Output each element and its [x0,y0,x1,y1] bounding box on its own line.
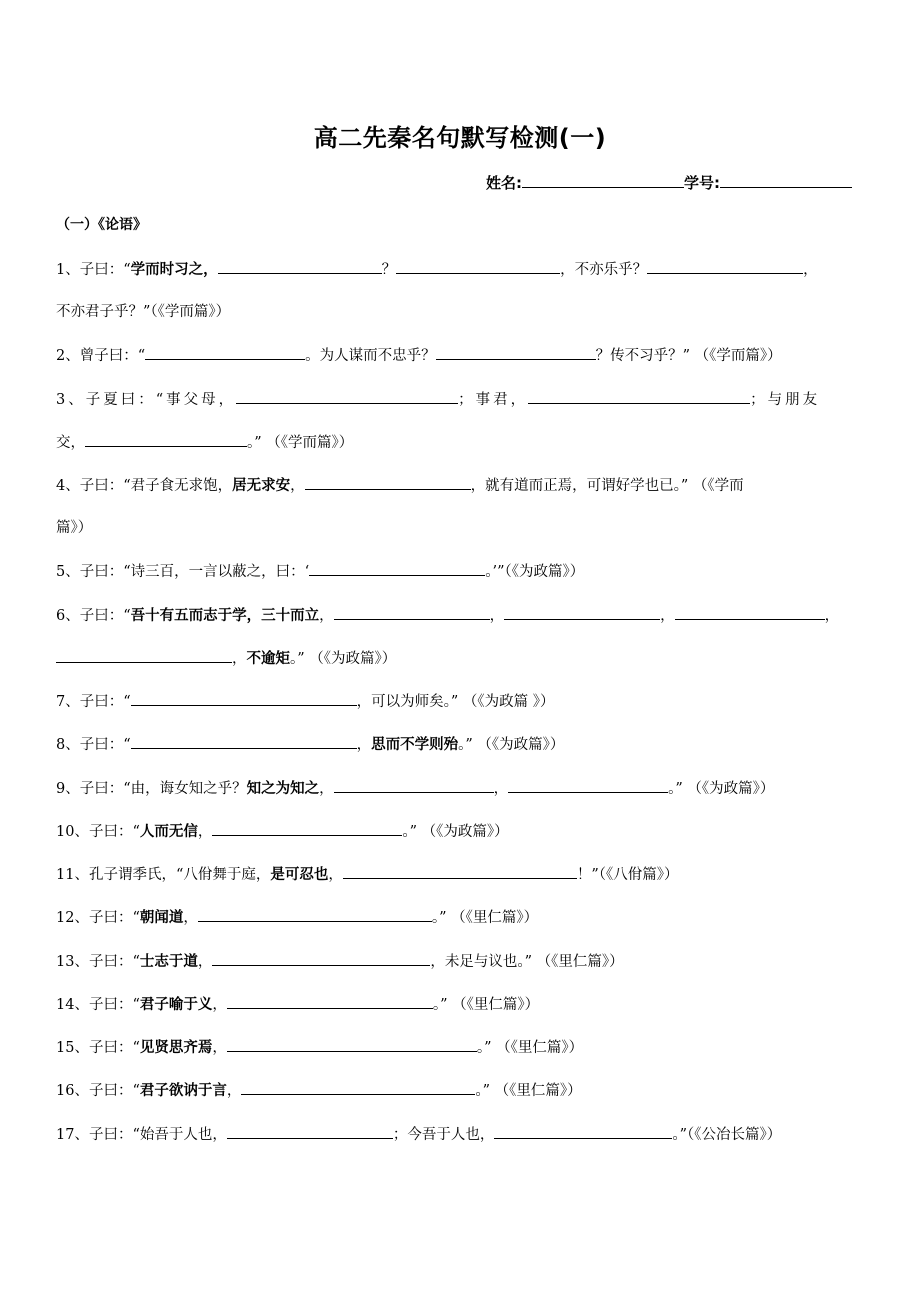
question-2: 2、曾子曰：“ 。为人谋而不忠乎？ ？传不习乎？” （《学而篇》） [56,344,864,366]
question-3: 3、子夏曰：“事父母， ；事君， ；与朋友 [56,388,864,410]
answer-blank[interactable] [198,906,432,922]
question-15: 15、子曰：“见贤思齐焉， 。” （《里仁篇》） [56,1036,864,1058]
answer-blank[interactable] [131,690,357,706]
student-info [486,172,866,193]
answer-blank[interactable] [647,258,803,274]
question-4-cont: 篇》） [56,520,93,536]
question-4: 4、子曰：“君子食无求饱，居无求安， ，就有道而正焉，可谓好学也已。” （《学而 [56,474,864,496]
answer-blank[interactable] [212,950,430,966]
question-12: 12、子曰：“朝闻道， 。” （《里仁篇》） [56,906,864,928]
answer-blank[interactable] [236,388,458,404]
answer-blank[interactable] [494,1123,672,1139]
page-title: 高二先秦名句默写检测(一) [313,124,607,152]
answer-blank[interactable] [334,604,490,620]
question-1-cont: 不亦君子乎？”（《学而篇》） [56,304,231,320]
id-label: 学号: [684,174,720,192]
answer-blank[interactable] [528,388,750,404]
question-16: 16、子曰：“君子欲讷于言， 。” （《里仁篇》） [56,1079,864,1101]
answer-blank[interactable] [145,344,305,360]
question-3-cont: 交， 。” （《学而篇》） [56,431,864,453]
answer-blank[interactable] [56,647,232,663]
answer-blank[interactable] [85,431,247,447]
question-14: 14、子曰：“君子喻于义， 。” （《里仁篇》） [56,993,864,1015]
question-8: 8、子曰：“ ，思而不学则殆。” （《为政篇》） [56,733,864,755]
question-10: 10、子曰：“人而无信， 。” （《为政篇》） [56,820,864,842]
question-6-cont: ，不逾矩。” （《为政篇》） [56,647,864,669]
answer-blank[interactable] [218,258,382,274]
answer-blank[interactable] [343,863,577,879]
answer-blank[interactable] [227,993,433,1009]
name-field[interactable] [522,172,684,188]
answer-blank[interactable] [396,258,560,274]
answer-blank[interactable] [508,777,668,793]
question-9: 9、子曰：“由，诲女知之乎？知之为知之， ， 。” （《为政篇》） [56,777,864,799]
name-label: 姓名: [486,174,522,192]
id-field[interactable] [720,172,852,188]
question-13: 13、子曰：“士志于道， ，未足与议也。” （《里仁篇》） [56,950,864,972]
question-17: 17、子曰：“始吾于人也， ；今吾于人也， 。”（《公冶长篇》） [56,1123,864,1145]
question-1: 1、子曰：“学而时习之， ？ ，不亦乐乎？ ， [56,258,864,280]
answer-blank[interactable] [504,604,660,620]
answer-blank[interactable] [305,474,471,490]
answer-blank[interactable] [212,820,402,836]
answer-blank[interactable] [436,344,596,360]
answer-blank[interactable] [227,1036,477,1052]
answer-blank[interactable] [675,604,825,620]
answer-blank[interactable] [309,560,485,576]
answer-blank[interactable] [334,777,494,793]
answer-blank[interactable] [131,733,357,749]
section-heading: （一）《论语》 [56,217,147,233]
question-11: 11、孔子谓季氏，“八佾舞于庭，是可忍也， ！”（《八佾篇》） [56,863,864,885]
answer-blank[interactable] [241,1079,475,1095]
question-5: 5、子曰：“诗三百，一言以蔽之，曰：‘ 。’”（《为政篇》） [56,560,864,582]
question-7: 7、子曰：“ ，可以为师矣。” （《为政篇 》） [56,690,864,712]
question-6: 6、子曰：“吾十有五而志于学，三十而立， ， ， ， [56,604,864,626]
answer-blank[interactable] [227,1123,393,1139]
